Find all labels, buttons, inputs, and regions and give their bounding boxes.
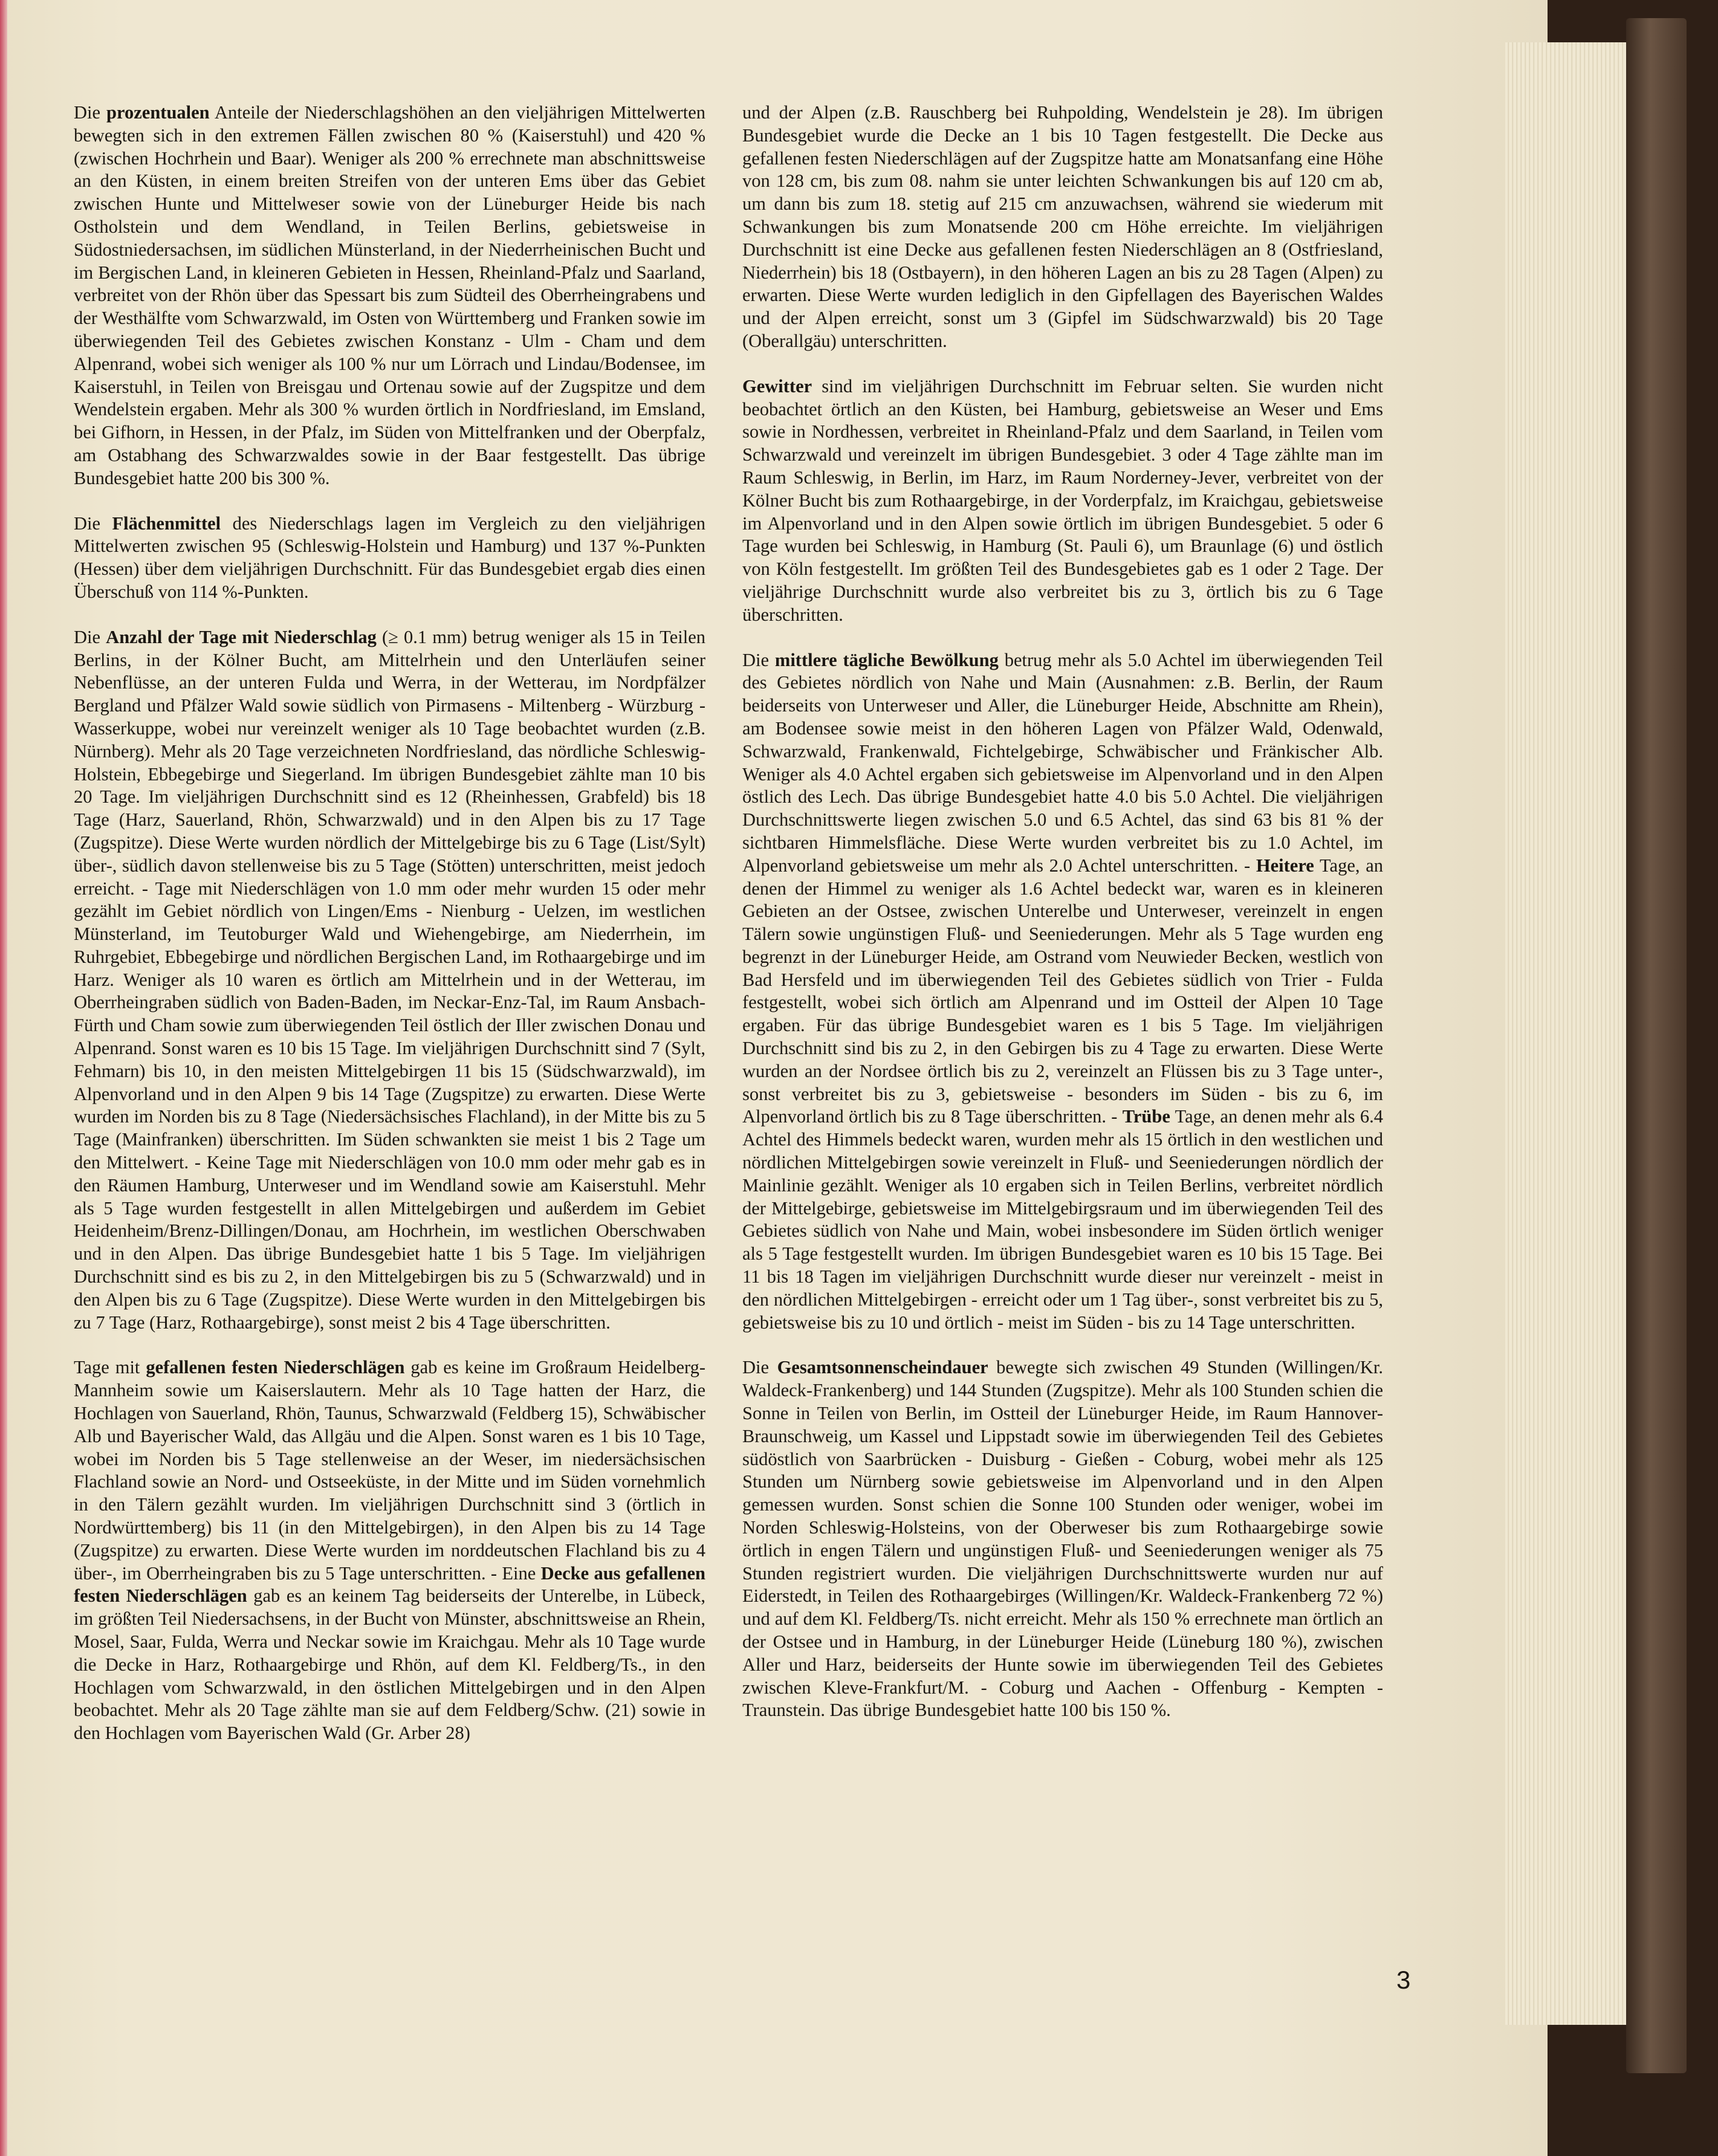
paragraph-precipitation-percent bbox=[74, 102, 705, 490]
text: bewegte sich zwischen 49 Stunden (Willingen/Kr. Waldeck-Frankenberg) und 144 Stunden (Zugspitze). Mehr als 100 Stunden schien die Sonne in Teilen von Berlin, im Ostteil der Lüneburger Heide, im Raum Hannover-Braunschweig, um Kassel und Lippstadt sowie im überwiegenden Teil des Gebietes südöstlich von Saarbrücken - Duisburg - Gießen - Coburg, wobei mehr als 125 Stunden um Nürnberg sowie gebietsweise im Alpenvorland und in den Alpen gemessen wurden. Sonst schien die Sonne 100 Stunden oder weniger, wobei im Norden Schleswig-Holsteins, von der Oberweser bis zum Rothaargebirge sowie örtlich in engen Tälern und ungünstigen Fluß- und Seeniederungen weniger als 75 Stunden registriert wurden. Die vieljährigen Durchschnittswerte wurden nur auf Eiderstedt, in Teilen des Rothaargebirges (Willingen/Kr. Waldeck-Frankenberg 72 %) und auf dem Kl. Feldberg/Ts. nicht erreicht. Mehr als 150 % errechnete man örtlich an der Ostsee und in Hamburg, in der Lüneburger Heide (Lüneburg 180 %), zwischen Aller und Harz, beiderseits der Hunte sowie im überwiegenden Teil des Gebietes zwischen Kleve-Frankfurt/M. - Coburg und Aachen - Offenburg - Kempten - Traunstein. Das übrige Bundesgebiet hatte 100 bis 150 %. bbox=[742, 1357, 1383, 1721]
text: gab es keine im Großraum Heidelberg-Mannheim sowie um Kaiserslautern. Mehr als 10 Tage hatten der Harz, die Hochlagen von Sauerland, Rhön, Taunus, Schwarzwald (Feldberg 15), Schwäbischer Alb und Bayerischer Wald, das Allgäu und die Alpen. Sonst waren es 1 bis 10 Tage, wobei im Norden bis 5 Tage stellenweise an der Weser, im niedersächsischen Flachland sowie an Nord- und Ostseeküste, in der Mitte und im Süden vornehmlich in den Tälern gezählt wurden. Im vieljährigen Durchschnitt sind 3 (örtlich in Nordwürttemberg) bis 11 (in den Mittelgebirgen), in den Alpen bis zu 14 Tage (Zugspitze) zu erwarten. Diese Werte wurden im norddeutschen Flachland bis zu 4 über-, im Oberrheingraben bis zu 5 Tage unterschritten. - Eine bbox=[74, 1357, 706, 1584]
text: betrug mehr als 5.0 Achtel im überwiegenden Teil des Gebietes nördlich von Nahe und Main (Ausnahmen: z.B. Berlin, der Raum beiderseits von Unterweser und Aller, die Lüneburger Heide, Abschnitte am Rhein), am Bodensee sowie meist in den höheren Lagen von Pfälzer Wald, Odenwald, Schwarzwald, Frankenwald, Fichtelgebirge, Schwäbischer und Fränkischer Alb. Weniger als 4.0 Achtel ergaben sich gebietsweise im Alpenvorland und in den Alpen östlich des Lech. Das übrige Bundesgebiet hatte 4.0 bis 5.0 Achtel. Die vieljährigen Durchschnittswerte liegen zwischen 5.0 und 6.5 Achtel, das sind 63 bis 81 % der sichtbaren Himmelsfläche. Diese Werte wurden verbreitet bis zu 1.0 Achtel, im Alpenvorland gebietsweise um mehr als 2.0 Achtel unterschritten. - bbox=[742, 649, 1383, 876]
text: Tage, an denen mehr als 6.4 Achtel des Himmels bedeckt waren, wurden mehr als 15 örtlich in den westlichen und nördlichen Mittelgebirgen sowie vereinzelt in Fluß- und Seeniederungen nördlich der Mainlinie gezählt. Weniger als 10 ergaben sich in Teilen Berlins, verbreitet nördlich der Mittelgebirge, gebietsweise im Mittelgebirgsraum und im überwiegenden Teil des Gebietes südlich von Nahe und Main, wobei insbesondere im Süden örtlich weniger als 5 Tage festgestellt wurden. Im übrigen Bundesgebiet waren es 10 bis 15 Tage. Bei 11 bis 18 Tagen im vieljährigen Durchschnitt wurde dieser nur vereinzelt - meist in den nördlichen Mittelgebirgen - erreicht oder um 1 Tag über-, sonst verbreitet bis zu 5, gebietsweise bis zu 10 und örtlich - meist im Süden - bis zu 14 Tage unterschritten. bbox=[742, 1106, 1383, 1333]
bold-term: Decke aus gefallenen festen Niederschlägen bbox=[74, 1562, 706, 1607]
bold-term: Gewitter bbox=[742, 375, 812, 397]
text: Die bbox=[74, 102, 101, 123]
text: gab es an keinem Tag beiderseits der Unterelbe, in Lübeck, im größten Teil Niedersachsens, in der Bucht von Münster, abschnittsweise an Rhein, Mosel, Saar, Fulda, Werra und Neckar sowie im Kraichgau. Mehr als 10 Tage wurde die Decke in Harz, Rothaargebirge und Rhön, auf dem Kl. Feldberg/Ts., in den Hochlagen vom Schwarzwald, in den östlichen Mittelgebirgen und in den Alpen beobachtet. Mehr als 20 Tage zählte man sie auf dem Feldberg/Schw. (21) sowie in den Hochlagen vom Bayerischen Wald (Gr. Arber 28) bbox=[74, 1585, 706, 1744]
bold-term: Flächenmittel bbox=[112, 513, 221, 534]
paragraph-solid-precipitation bbox=[74, 1356, 705, 1745]
left-column bbox=[74, 102, 705, 1767]
text: (≥ 0.1 mm) betrug weniger als 15 in Teilen Berlins, in der Kölner Bucht, am Mittelrhein und den Unterläufen seiner Nebenflüsse, an der unteren Fulda und Werra, in der Wetterau, im Nordpfälzer Bergland und Pfälzer Wald sowie südlich von Pirmasens - Miltenberg - Würzburg - Wasserkuppe, wobei nur vereinzelt weniger als 10 Tage beobachtet wurden (z.B. Nürnberg). Mehr als 20 Tage verzeichneten Nordfriesland, das nördliche Schleswig-Holstein, Ebbegebirge und Siegerland. Im übrigen Bundesgebiet zählte man 10 bis 20 Tage. Im vieljährigen Durchschnitt sind es 12 (Rheinhessen, Grabfeld) bis 18 Tage (Harz, Sauerland, Rhön, Schwarzwald) und in den Alpen bis zu 17 Tage (Zugspitze). Diese Werte wurden nördlich der Mittelgebirge bis zu 6 Tage (List/Sylt) über-, südlich davon stellenweise bis zu 5 Tage (Stötten) unterschritten, meist jedoch erreicht. - Tage mit Niederschlägen von 1.0 mm oder mehr wurden 15 oder mehr gezählt im Gebiet nördlich von Lingen/Ems - Nienburg - Uelzen, im westlichen Münsterland, im Teutoburger Wald und Wiehengebirge, am Niederrhein, im Ruhrgebiet, Ebbegebirge und nördlichen Bergischen Land, im Rothaargebirge und im Harz. Weniger als 10 waren es örtlich am Mittelrhein und in der Wetterau, im Oberrheingraben südlich von Baden-Baden, im Neckar-Enz-Tal, im Raum Ansbach-Fürth und Cham sowie zum überwiegenden Teil östlich der Iller zwischen Donau und Alpenrand. Sonst waren es 10 bis 15 Tage. Im vieljährigen Durchschnitt sind 7 (Sylt, Fehmarn) bis 10, in den meisten Mittelgebirgen 11 bis 15 (Südschwarzwald), im Alpenvorland und in den Alpen 9 bis 14 Tage (Zugspitze) zu erwarten. Diese Werte wurden im Norden bis zu 8 Tage (Niedersächsisches Flachland), in der Mitte bis zu 5 Tage (Mainfranken) überschritten. Im Süden schwankten sie meist 1 bis 2 Tage um den Mittelwert. - Keine Tage mit Niederschlägen von 10.0 mm oder mehr gab es in den Räumen Hamburg, Unterweser und im Wendland sowie am Kaiserstuhl. Mehr als 5 Tage wurden festgestellt in allen Mittelgebirgen und außerdem im Gebiet Heidenheim/Brenz-Dillingen/Donau, am Hochrhein, im westlichen Oberschwaben und in den Alpen. Das übrige Bundesgebiet hatte 1 bis 5 Tage. Im vieljährigen Durchschnitt sind es bis zu 2, in den Mittelgebirgen bis zu 5 (Schwarzwald) und in den Alpen bis zu 6 Tage (Zugspitze). Diese Werte wurden in den Mittelgebirgen bis zu 7 Tage (Harz, Rothaargebirge), sonst meist 2 bis 4 Tage überschritten. bbox=[74, 626, 706, 1333]
bold-term: Gesamtsonnenscheindauer bbox=[777, 1357, 988, 1378]
paragraph-area-mean bbox=[74, 513, 705, 604]
bold-term: prozentualen bbox=[106, 102, 210, 123]
paragraph-days-with-precipitation bbox=[74, 626, 705, 1335]
text: und der Alpen (z.B. Rauschberg bei Ruhpolding, Wendelstein je 28). Im übrigen Bundesgebiet wurde die Decke an 1 bis 10 Tagen festgestellt. Die Decke aus gefallenen festen Niederschlägen auf der Zugspitze hatte am Monatsanfang eine Höhe von 128 cm, bis zum 08. nahm sie unter leichten Schwankungen bis auf 120 cm ab, um dann bis zum 18. stetig auf 215 cm anzuwachsen, während sie wiederum mit Schwankungen bis zum Monatsende 200 cm Höhe erreichte. Im vieljährigen Durchschnitt ist eine Decke aus gefallenen festen Niederschlägen an 8 (Ostfriesland, Niederrhein) bis 18 (Ostbayern), in den höheren Lagen an bis zu 28 Tagen (Alpen) zu erwarten. Diese Werte wurden lediglich in den Gipfellagen des Bayerischen Waldes und der Alpen erreicht, sonst um 3 (Gipfel im Südschwarzwald) bis 20 Tage (Oberallgäu) unterschritten. bbox=[742, 102, 1383, 351]
book-cover bbox=[1626, 18, 1687, 2073]
text: Die bbox=[74, 513, 101, 534]
bold-term: Anzahl der Tage mit Niederschlag bbox=[106, 626, 377, 647]
text: Die bbox=[742, 1357, 777, 1378]
bold-term: mittlere tägliche Bewölkung bbox=[774, 649, 999, 670]
text: Die bbox=[742, 649, 775, 670]
text: Die bbox=[74, 626, 101, 647]
text: Tage, an denen der Himmel zu weniger als 1.6 Achtel bedeckt war, waren es in kleineren Gebieten an der Ostsee, zwischen Unterelbe und Unterweser, vereinzelt in engen Tälern sowie ungünstigen Fluß- und Seeniederungen. Mehr als 5 Tage wurden eng begrenzt in der Lüneburger Heide, am Ostrand vom Neuwieder Becken, westlich von Bad Hersfeld und im überwiegenden Teil des Gebietes südlich von Trier - Fulda festgestellt, wobei sich örtlich am Alpenrand und im Ostteil der Alpen 10 Tage ergaben. Für das übrige Bundesgebiet waren es 1 bis 5 Tage. Im vieljährigen Durchschnitt sind bis zu 2, in den Gebirgen bis zu 4 Tage zu erwarten. Diese Werte wurden an der Nordsee örtlich bis zu 2, vereinzelt an Flüssen bis zu 3 Tage unter-, sonst verbreitet bis zu 3, gebietsweise - besonders im Süden - bis zu 6, im Alpenvorland örtlich bis zu 8 Tage überschritten. - bbox=[742, 855, 1383, 1127]
text: sind im vieljährigen Durchschnitt im Februar selten. Sie wurden nicht beobachtet örtlich an den Küsten, bei Hamburg, gebietsweise an Weser und Ems sowie in Nordhessen, verbreitet in Rheinland-Pfalz und dem Saarland, in Teilen vom Schwarzwald und vereinzelt im übrigen Bundesgebiet. 3 oder 4 Tage zählte man im Raum Schleswig, in Berlin, im Harz, im Raum Norderney-Jever, verbreitet von der Kölner Bucht bis zum Rothaargebirge, in der Vorderpfalz, im Kraichgau, gebietsweise im Alpenvorland und in den Alpen sowie örtlich im übrigen Bundesgebiet. 5 oder 6 Tage wurden bei Schleswig, in Hamburg (St. Pauli 6), um Braunlage (6) und östlich von Köln festgestellt. Im größten Teil des Bundesgebietes gab es 1 oder 2 Tage. Der vieljährige Durchschnitt wurde also verbreitet bis zu 3, örtlich bis zu 6 Tage überschritten. bbox=[742, 375, 1383, 625]
paragraph-sunshine-duration bbox=[742, 1356, 1383, 1722]
text: des Niederschlags lagen im Vergleich zu den vieljährigen Mittelwerten zwischen 95 (Schleswig-Holstein und Hamburg) und 137 %-Punkten (Hessen) über dem vieljährigen Durchschnitt. Für das Bundesgebiet ergab dies einen Überschuß von 114 %-Punkten. bbox=[74, 513, 706, 602]
text: Tage mit bbox=[74, 1357, 146, 1378]
book-spine-edge bbox=[0, 0, 7, 2156]
bold-term: Trübe bbox=[1122, 1106, 1170, 1127]
text: Anteile der Niederschlagshöhen an den vieljährigen Mittelwerten bewegten sich in den extremen Fällen zwischen 80 % (Kaiserstuhl) und 420 % (zwischen Hochrhein und Baar). Weniger als 200 % errechnete man abschnittsweise an den Küsten, in einem breiten Streifen von der unteren Ems über das Gebiet zwischen Hunte und Mittelweser sowie von der Lüneburger Heide bis nach Ostholstein und dem Wendland, in Teilen Berlins, gebietsweise in Südostniedersachsen, im südlichen Münsterland, in der Niederrheinischen Bucht und im Bergischen Land, in kleineren Gebieten in Hessen, Rheinland-Pfalz und Saarland, verbreitet von der Rhön über das Spessart bis zum Südteil des Oberrheingrabens und der Westhälfte vom Schwarzwald, im Osten von Württemberg und Franken sowie im überwiegenden Teil des Gebietes zwischen Konstanz - Ulm - Cham und dem Alpenrand, wobei sich weniger als 100 % nur um Lörrach und Lindau/Bodensee, im Kaiserstuhl, in Teilen von Breisgau und Ortenau sowie auf der Zugspitze und dem Wendelstein ergaben. Mehr als 300 % wurden örtlich in Nordfriesland, im Emsland, bei Gifhorn, in Hessen, in der Pfalz, im Süden von Mittelfranken und der Oberpfalz, am Ostabhang des Schwarzwaldes sowie in der Baar festgestellt. Das übrige Bundesgebiet hatte 200 bis 300 %. bbox=[74, 102, 705, 488]
paragraph-cloud-cover bbox=[742, 649, 1383, 1335]
page-number: 3 bbox=[1396, 1966, 1411, 1994]
bold-term: gefallenen festen Niederschlägen bbox=[146, 1357, 405, 1378]
paragraph-thunderstorms bbox=[742, 375, 1383, 627]
right-column bbox=[742, 102, 1383, 1744]
paragraph-snow-cover-continued bbox=[742, 102, 1383, 353]
bold-term: Heitere bbox=[1256, 855, 1314, 876]
page-stack-edge bbox=[1505, 42, 1626, 2025]
